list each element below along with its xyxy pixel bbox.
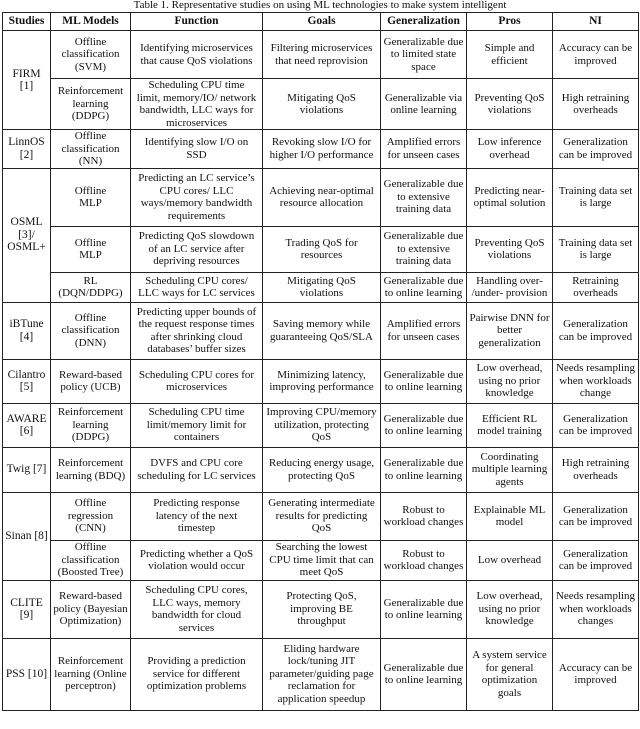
cell-goals: Saving memory while guaranteeing QoS/SLA <box>263 302 381 359</box>
cell-goals: Achieving near-optimal resource allocation <box>263 168 381 226</box>
cell-ni: Retraining overheads <box>553 272 639 302</box>
header-goals: Goals <box>263 13 381 31</box>
table-row <box>3 302 639 359</box>
cell-ni: Needs resampling when workloads changes <box>553 580 639 638</box>
cell-ni: Generalization can be improved <box>553 302 639 359</box>
header-generalization: Generalization <box>381 13 467 31</box>
cell-generalization: Generalizable due to online learning <box>381 272 467 302</box>
cell-pros: Efficient RL model training <box>467 403 553 447</box>
cell-pros: Pairwise DNN for better generalization <box>467 302 553 359</box>
cell-study: FIRM [1] <box>3 31 51 130</box>
cell-function: Predicting whether a QoS violation would occur <box>131 540 263 580</box>
cell-model: Offline classification (Boosted Tree) <box>51 540 131 580</box>
header-ml-models: ML Models <box>51 13 131 31</box>
cell-generalization: Generalizable due to limited state space <box>381 31 467 79</box>
cell-model: Reward-based policy (UCB) <box>51 359 131 403</box>
header-pros: Pros <box>467 13 553 31</box>
cell-pros: Low overhead, using no prior knowledge <box>467 359 553 403</box>
cell-goals: Eliding hardware lock/tuning JIT parameter/guiding page reclamation for application speedup <box>263 638 381 710</box>
cell-function: Providing a prediction service for different optimization problems <box>131 638 263 710</box>
cell-study: CLITE [9] <box>3 580 51 638</box>
cell-generalization: Generalizable due to online learning <box>381 403 467 447</box>
cell-pros: A system service for general optimization goals <box>467 638 553 710</box>
cell-goals: Minimizing latency, improving performance <box>263 359 381 403</box>
cell-function: Predicting an LC service’s CPU cores/ LLC ways/memory bandwidth requirements <box>131 168 263 226</box>
cell-goals: Revoking slow I/O for higher I/O performance <box>263 130 381 169</box>
cell-goals: Generating intermediate results for predicting QoS <box>263 492 381 540</box>
cell-generalization: Generalizable due to online learning <box>381 580 467 638</box>
cell-model: Offline classification (SVM) <box>51 31 131 79</box>
cell-generalization: Generalizable due to extensive training data <box>381 168 467 226</box>
cell-model: RL (DQN/DDPG) <box>51 272 131 302</box>
studies-table <box>2 12 639 711</box>
table-row <box>3 168 639 226</box>
cell-generalization: Generalizable via online learning <box>381 79 467 130</box>
cell-generalization: Robust to workload changes <box>381 492 467 540</box>
cell-function: DVFS and CPU core scheduling for LC services <box>131 447 263 492</box>
cell-goals: Searching the lowest CPU time limit that can meet QoS <box>263 540 381 580</box>
cell-ni: Needs resampling when workloads change <box>553 359 639 403</box>
table-row <box>3 130 639 169</box>
cell-goals: Trading QoS for resources <box>263 226 381 272</box>
table-row <box>3 226 639 272</box>
cell-function: Predicting upper bounds of the request response times after shrinking cloud databases’ buffer sizes <box>131 302 263 359</box>
cell-ni: High retraining overheads <box>553 79 639 130</box>
cell-model: Offline regression (CNN) <box>51 492 131 540</box>
cell-goals: Mitigating QoS violations <box>263 272 381 302</box>
cell-function: Predicting response latency of the next timestep <box>131 492 263 540</box>
cell-model: Reward-based policy (Bayesian Optimization) <box>51 580 131 638</box>
cell-model: Reinforcement learning (Online perceptron) <box>51 638 131 710</box>
cell-goals: Reducing energy usage, protecting QoS <box>263 447 381 492</box>
cell-function: Scheduling CPU cores, LLC ways, memory bandwidth for cloud services <box>131 580 263 638</box>
cell-model: Offline MLP <box>51 168 131 226</box>
cell-function: Scheduling CPU cores for microservices <box>131 359 263 403</box>
cell-goals: Protecting QoS, improving BE throughput <box>263 580 381 638</box>
cell-model: Offline classification (DNN) <box>51 302 131 359</box>
table-row <box>3 638 639 710</box>
cell-pros: Handling over- /under- provision <box>467 272 553 302</box>
table-row <box>3 79 639 130</box>
cell-generalization: Amplified errors for unseen cases <box>381 302 467 359</box>
cell-study: Twig [7] <box>3 447 51 492</box>
cell-generalization: Generalizable due to online learning <box>381 447 467 492</box>
header-ni: NI <box>553 13 639 31</box>
cell-ni: Generalization can be improved <box>553 403 639 447</box>
cell-goals: Mitigating QoS violations <box>263 79 381 130</box>
cell-ni: Accuracy can be improved <box>553 638 639 710</box>
table-row <box>3 580 639 638</box>
cell-ni: Training data set is large <box>553 226 639 272</box>
cell-study: LinnOS [2] <box>3 130 51 169</box>
cell-pros: Simple and efficient <box>467 31 553 79</box>
cell-goals: Improving CPU/memory utilization, protecting QoS <box>263 403 381 447</box>
cell-ni: Generalization can be improved <box>553 130 639 169</box>
table-row <box>3 359 639 403</box>
table-row <box>3 403 639 447</box>
cell-generalization: Amplified errors for unseen cases <box>381 130 467 169</box>
cell-model: Reinforcement learning (DDPG) <box>51 403 131 447</box>
table-row <box>3 272 639 302</box>
cell-generalization: Generalizable due to online learning <box>381 359 467 403</box>
cell-function: Predicting QoS slowdown of an LC service after depriving resources <box>131 226 263 272</box>
cell-pros: Preventing QoS violations <box>467 226 553 272</box>
table-body <box>3 31 639 711</box>
cell-model: Reinforcement learning (DDPG) <box>51 79 131 130</box>
cell-model: Offline classification (NN) <box>51 130 131 169</box>
cell-function: Identifying microservices that cause QoS violations <box>131 31 263 79</box>
cell-ni: Accuracy can be improved <box>553 31 639 79</box>
header-studies: Studies <box>3 13 51 31</box>
cell-function: Scheduling CPU time limit/memory limit for containers <box>131 403 263 447</box>
header-function: Function <box>131 13 263 31</box>
table-row <box>3 447 639 492</box>
cell-function: Scheduling CPU time limit, memory/IO/ network bandwidth, LLC ways for microservices <box>131 79 263 130</box>
cell-goals: Filtering microservices that need reprovision <box>263 31 381 79</box>
table-caption: Table 1. Representative studies on using ML technologies to make system intelligent <box>133 0 507 11</box>
cell-study: Cilantro [5] <box>3 359 51 403</box>
table-row <box>3 540 639 580</box>
cell-pros: Coordinating multiple learning agents <box>467 447 553 492</box>
cell-model: Reinforcement learning (BDQ) <box>51 447 131 492</box>
cell-study: Sinan [8] <box>3 492 51 580</box>
table-row <box>3 492 639 540</box>
cell-model: Offline MLP <box>51 226 131 272</box>
cell-generalization: Robust to workload changes <box>381 540 467 580</box>
cell-pros: Low inference overhead <box>467 130 553 169</box>
cell-ni: Generalization can be improved <box>553 492 639 540</box>
cell-study: AWARE [6] <box>3 403 51 447</box>
table-row <box>3 31 639 79</box>
cell-pros: Preventing QoS violations <box>467 79 553 130</box>
cell-pros: Low overhead <box>467 540 553 580</box>
cell-ni: Generalization can be improved <box>553 540 639 580</box>
cell-pros: Predicting near- optimal solution <box>467 168 553 226</box>
cell-study: OSML [3]/ OSML+ <box>3 168 51 302</box>
cell-generalization: Generalizable due to extensive training data <box>381 226 467 272</box>
cell-ni: High retraining overheads <box>553 447 639 492</box>
cell-pros: Explainable ML model <box>467 492 553 540</box>
cell-function: Scheduling CPU cores/ LLC ways for LC services <box>131 272 263 302</box>
cell-study: iBTune [4] <box>3 302 51 359</box>
cell-pros: Low overhead, using no prior knowledge <box>467 580 553 638</box>
cell-generalization: Generalizable due to online learning <box>381 638 467 710</box>
cell-study: PSS [10] <box>3 638 51 710</box>
cell-ni: Training data set is large <box>553 168 639 226</box>
cell-function: Identifying slow I/O on SSD <box>131 130 263 169</box>
header-row <box>3 13 639 31</box>
